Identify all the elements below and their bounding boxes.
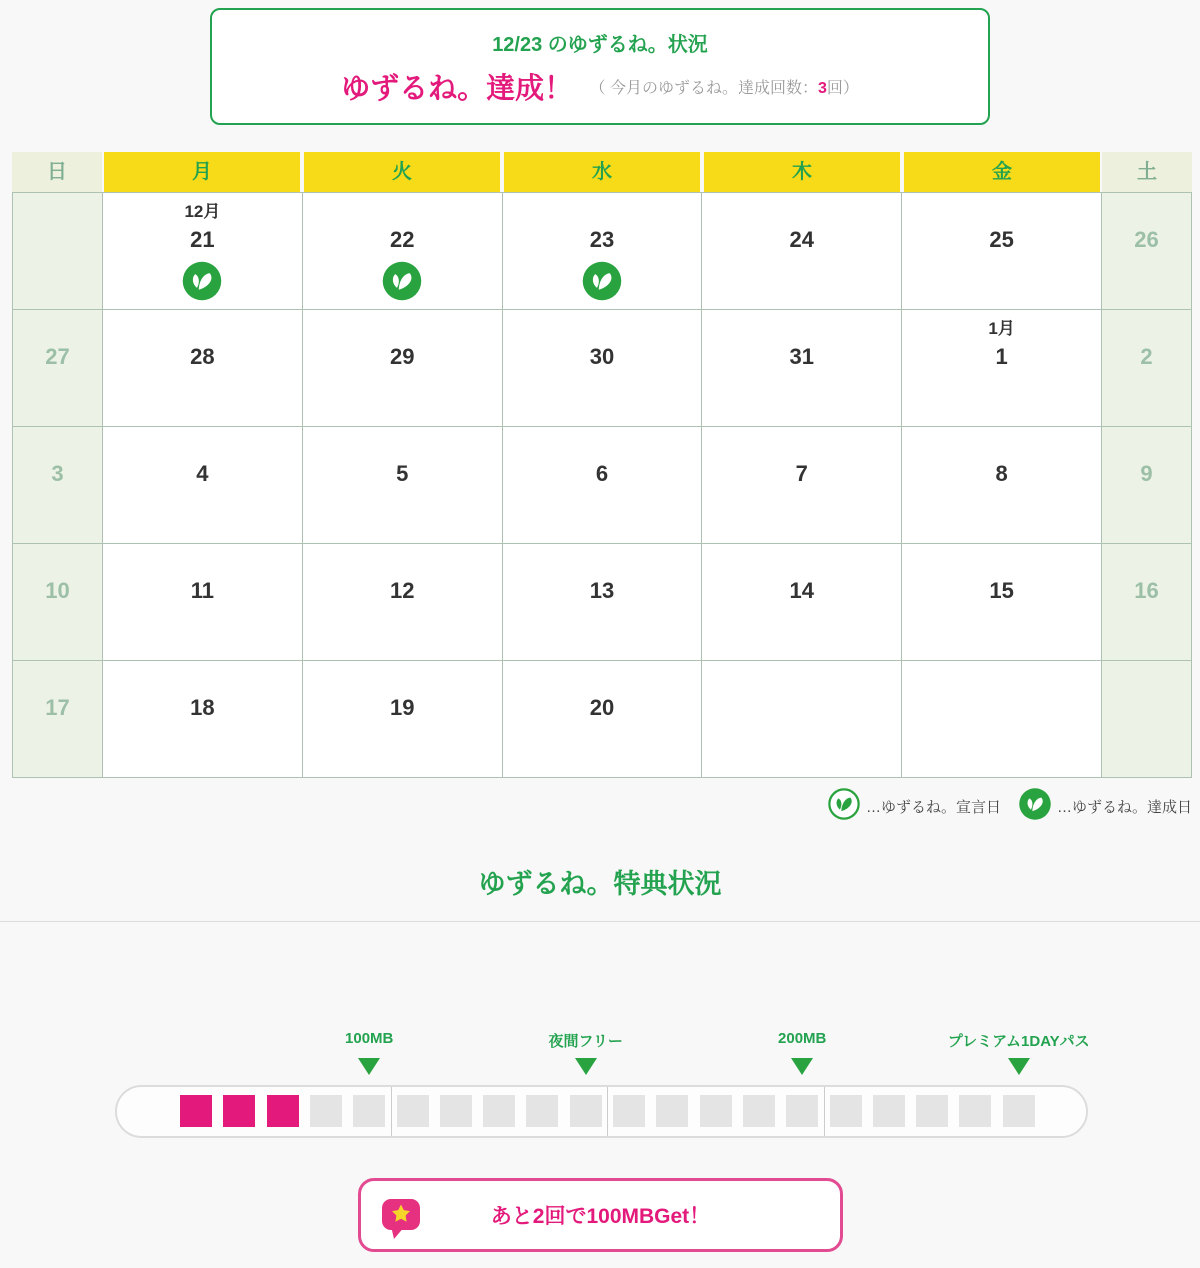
month-label	[702, 199, 901, 225]
weekday-header: 月	[102, 152, 302, 192]
status-count-prefix: （ 今月のゆずるね。達成回数：	[589, 80, 818, 97]
reward-status-badge	[358, 1178, 843, 1252]
day-number: 24	[789, 227, 815, 252]
badge-text: あと2回で100MBGet！	[490, 1205, 711, 1228]
day-number: 14	[789, 578, 815, 603]
month-label	[702, 667, 901, 693]
calendar-day-9	[1102, 427, 1192, 544]
day-number	[13, 225, 102, 255]
calendar-day-29	[303, 310, 503, 427]
day-number	[702, 693, 901, 723]
day-number: 19	[389, 695, 415, 720]
month-label	[103, 550, 302, 576]
month-label	[13, 433, 102, 459]
progress-square	[267, 1095, 299, 1127]
day-number: 23	[589, 227, 615, 252]
yuzurune-achieved-icon	[503, 259, 702, 303]
day-number	[1102, 693, 1191, 723]
calendar-day-31	[702, 310, 902, 427]
month-label	[303, 433, 502, 459]
day-number: 3	[51, 461, 64, 486]
milestone-marker-icon	[575, 1058, 597, 1075]
calendar-day-16	[1102, 544, 1192, 661]
month-label	[503, 433, 702, 459]
day-number: 21	[190, 227, 215, 252]
month-label	[103, 667, 302, 693]
month-label	[1102, 667, 1191, 693]
calendar-day-4	[103, 427, 303, 544]
status-result: ゆずるね。達成！	[341, 73, 574, 105]
status-box	[210, 8, 990, 125]
calendar-day-23	[503, 193, 703, 310]
calendar-body	[12, 192, 1192, 778]
calendar-day-12	[303, 544, 503, 661]
day-number: 16	[1134, 578, 1159, 603]
progress-group-divider	[824, 1087, 825, 1136]
progress-square	[916, 1095, 948, 1127]
progress-square	[786, 1095, 818, 1127]
calendar-empty-cell	[1102, 661, 1192, 778]
day-number: 2	[1140, 344, 1153, 369]
day-number: 11	[190, 578, 215, 603]
month-label	[503, 667, 702, 693]
status-count-value: 3	[818, 80, 827, 97]
progress-square	[656, 1095, 688, 1127]
progress-square	[526, 1095, 558, 1127]
status-title: 12/23 のゆずるね。状況	[492, 34, 708, 56]
day-number: 8	[995, 461, 1008, 486]
calendar-empty-cell	[902, 661, 1102, 778]
month-label	[303, 550, 502, 576]
progress-square	[223, 1095, 255, 1127]
milestone-label: プレミアム1DAYパス	[947, 1033, 1090, 1050]
rewards-heading: ゆずるね。特典状況	[478, 869, 722, 899]
month-label	[702, 550, 901, 576]
calendar-day-15	[902, 544, 1102, 661]
progress-square	[180, 1095, 212, 1127]
calendar-day-10	[13, 544, 103, 661]
progress-group-divider	[607, 1087, 608, 1136]
month-label	[303, 316, 502, 342]
month-label	[1102, 316, 1191, 342]
day-number: 1	[995, 344, 1008, 369]
progress-square	[353, 1095, 385, 1127]
month-label	[1102, 433, 1191, 459]
month-label	[702, 316, 901, 342]
day-number: 5	[396, 461, 409, 486]
month-label	[1102, 199, 1191, 225]
month-label	[1102, 550, 1191, 576]
day-number: 13	[589, 578, 615, 603]
calendar-day-13	[503, 544, 703, 661]
day-number: 25	[989, 227, 1014, 252]
month-label	[503, 316, 702, 342]
milestone-marker-icon	[791, 1058, 813, 1075]
calendar-day-24	[702, 193, 902, 310]
day-number: 9	[1140, 461, 1153, 486]
calendar-day-5	[303, 427, 503, 544]
legend-label: …ゆずるね。宣言日	[865, 799, 1001, 816]
progress-square	[830, 1095, 862, 1127]
calendar-day-26	[1102, 193, 1192, 310]
day-number: 22	[389, 227, 415, 252]
day-number: 29	[389, 344, 415, 369]
progress-square	[310, 1095, 342, 1127]
progress-square	[700, 1095, 732, 1127]
calendar-day-28	[103, 310, 303, 427]
day-number: 18	[190, 695, 215, 720]
day-number: 15	[989, 578, 1014, 603]
month-label	[503, 199, 702, 225]
yuzurune-achieved-icon	[103, 259, 302, 303]
section-divider	[0, 921, 1200, 922]
weekday-header: 日	[12, 152, 102, 192]
day-number	[902, 693, 1101, 723]
month-label	[902, 667, 1101, 693]
month-label	[13, 199, 102, 225]
calendar-day-8	[902, 427, 1102, 544]
weekday-header: 火	[302, 152, 502, 192]
day-number: 20	[589, 695, 615, 720]
month-label	[503, 550, 702, 576]
progress-square	[483, 1095, 515, 1127]
day-number: 10	[45, 578, 70, 603]
month-label	[13, 667, 102, 693]
milestone-label: 夜間フリー	[548, 1033, 623, 1050]
calendar-day-7	[702, 427, 902, 544]
yuzurune-achieved-icon	[1017, 786, 1053, 827]
month-label	[103, 316, 302, 342]
weekday-header: 水	[502, 152, 702, 192]
legend-item-declared	[826, 786, 1001, 827]
progress-square	[873, 1095, 905, 1127]
progress-square	[397, 1095, 429, 1127]
calendar-day-22	[303, 193, 503, 310]
calendar-day-20	[503, 661, 703, 778]
month-label	[103, 433, 302, 459]
progress-square	[440, 1095, 472, 1127]
weekday-header: 金	[902, 152, 1102, 192]
calendar	[12, 152, 1192, 778]
month-label: 12月	[184, 202, 221, 221]
month-label	[902, 199, 1101, 225]
progress-group-divider	[391, 1087, 392, 1136]
calendar-day-2	[1102, 310, 1192, 427]
calendar-day-30	[503, 310, 703, 427]
day-number: 12	[389, 578, 415, 603]
calendar-day-14	[702, 544, 902, 661]
progress-square	[613, 1095, 645, 1127]
calendar-day-21	[103, 193, 303, 310]
progress-square	[959, 1095, 991, 1127]
calendar-day-19	[303, 661, 503, 778]
day-number: 17	[45, 695, 70, 720]
progress-square	[570, 1095, 602, 1127]
calendar-day-25	[902, 193, 1102, 310]
legend-item-achieved	[1017, 786, 1192, 827]
calendar-day-17	[13, 661, 103, 778]
month-label	[13, 550, 102, 576]
calendar-day-1	[902, 310, 1102, 427]
month-label	[303, 667, 502, 693]
day-number: 6	[595, 461, 609, 486]
day-number: 26	[1134, 227, 1159, 252]
weekday-header: 木	[702, 152, 902, 192]
month-label	[902, 550, 1101, 576]
calendar-day-11	[103, 544, 303, 661]
month-label	[303, 199, 502, 225]
status-result-row	[212, 66, 988, 107]
month-label	[702, 433, 901, 459]
calendar-day-18	[103, 661, 303, 778]
weekday-header: 土	[1102, 152, 1192, 192]
milestone-label: 200MB	[778, 1030, 827, 1047]
milestone-marker-icon	[358, 1058, 380, 1075]
calendar-header	[12, 152, 1192, 192]
yuzurune-achieved-icon	[303, 259, 502, 303]
calendar-day-3	[13, 427, 103, 544]
month-label	[13, 316, 102, 342]
month-label	[902, 433, 1101, 459]
yuzurune-declared-icon	[826, 786, 862, 827]
day-number: 31	[789, 344, 815, 369]
legend-label: …ゆずるね。達成日	[1056, 799, 1192, 816]
status-count	[590, 80, 859, 97]
day-number: 28	[190, 344, 215, 369]
month-label: 1月	[988, 319, 1015, 338]
day-number: 7	[795, 461, 808, 486]
calendar-day-27	[13, 310, 103, 427]
milestone-label: 100MB	[345, 1030, 394, 1047]
day-number: 27	[45, 344, 70, 369]
calendar-day-6	[503, 427, 703, 544]
calendar-empty-cell	[13, 193, 103, 310]
milestone-marker-icon	[1008, 1058, 1030, 1075]
legend	[826, 786, 1192, 827]
progress-square	[1003, 1095, 1035, 1127]
calendar-empty-cell	[702, 661, 902, 778]
status-count-suffix: 回）	[826, 80, 859, 97]
progress-square	[743, 1095, 775, 1127]
day-number: 30	[589, 344, 615, 369]
day-number: 4	[196, 461, 209, 486]
